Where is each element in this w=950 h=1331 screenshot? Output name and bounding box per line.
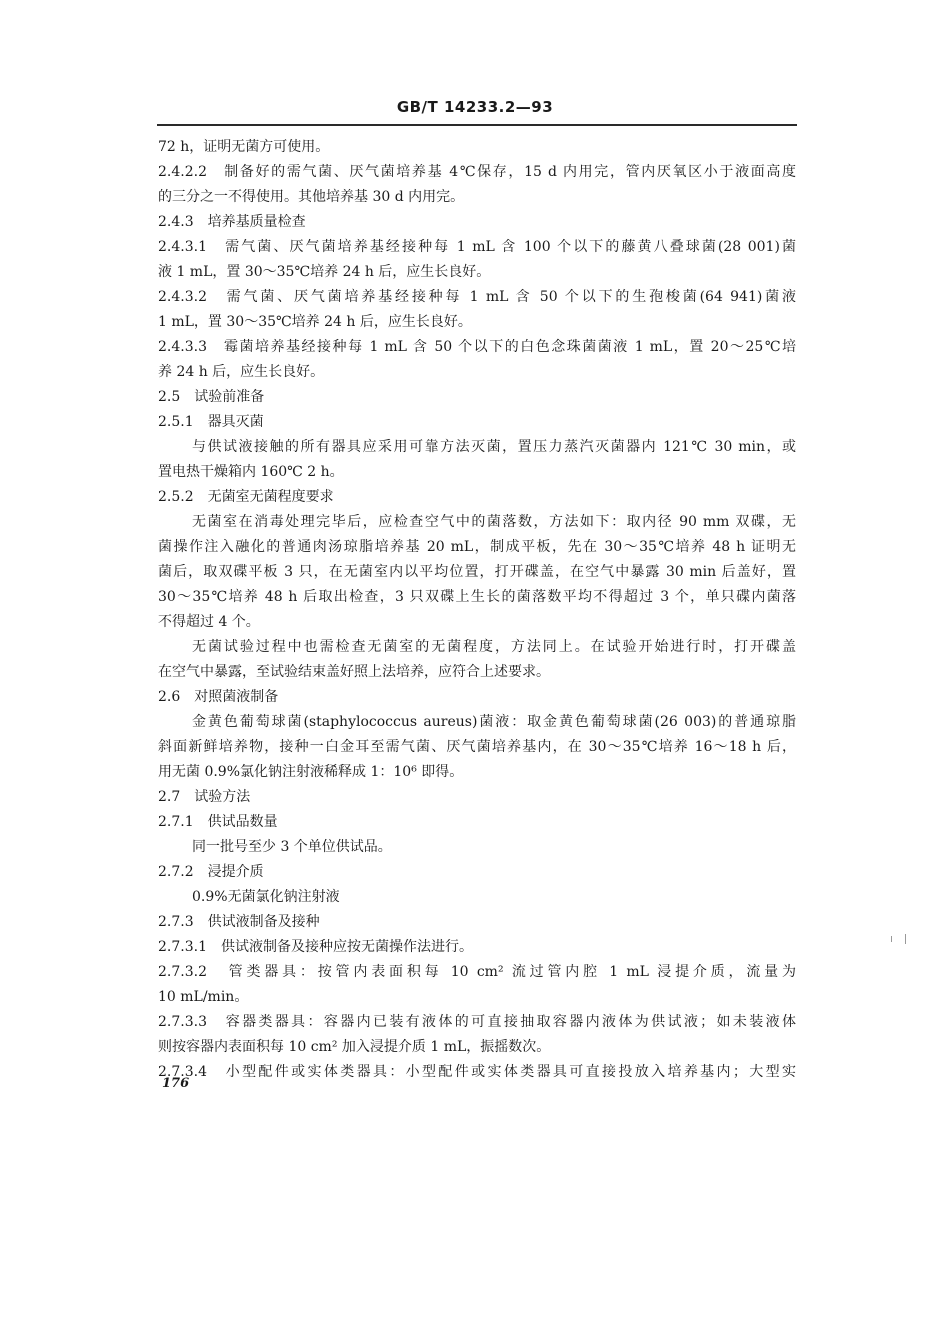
- text-line: 在空气中暴露，至试验结束盖好照上法培养，应符合上述要求。: [158, 664, 550, 680]
- text-line: 2.7.3.4 小型配件或实体类器具：小型配件或实体类器具可直接投放入培养基内；大型实: [158, 1064, 796, 1080]
- scan-artifact: [891, 936, 892, 942]
- section-heading: 2.7 试验方法: [158, 789, 251, 805]
- section-heading: 2.5 试验前准备: [158, 389, 265, 405]
- text-line: 用无菌 0.9%氯化钠注射液稀释成 1：10⁶ 即得。: [158, 764, 464, 780]
- text-line: 养 24 h 后，应生长良好。: [158, 364, 325, 380]
- text-line: 金黄色葡萄球菌(staphylococcus aureus)菌液：取金黄色葡萄球菌(26 003)的普通琼脂: [192, 714, 796, 730]
- section-heading: 2.7.2 浸提介质: [158, 864, 264, 880]
- text-line: 无菌室在消毒处理完毕后，应检查空气中的菌落数，方法如下：取内径 90 mm 双碟，无: [192, 514, 796, 530]
- text-line: 置电热干燥箱内 160℃ 2 h。: [158, 464, 344, 480]
- text-line: 液 1 mL，置 30～35℃培养 24 h 后，应生长良好。: [158, 264, 491, 280]
- section-heading: 2.5.1 器具灭菌: [158, 414, 264, 430]
- text-line: 与供试液接触的所有器具应采用可靠方法灭菌，置压力蒸汽灭菌器内 121℃ 30 min，或: [192, 439, 796, 455]
- text-line: 不得超过 4 个。: [158, 614, 260, 630]
- header-rule: [157, 124, 797, 126]
- text-line: 10 mL/min。: [158, 989, 249, 1005]
- text-line: 的三分之一不得使用。其他培养基 30 d 内用完。: [158, 189, 465, 205]
- text-line: 2.7.3.1 供试液制备及接种应按无菌操作法进行。: [158, 939, 473, 955]
- section-heading: 2.7.1 供试品数量: [158, 814, 278, 830]
- text-line: 2.4.3.3 霉菌培养基经接种每 1 mL 含 50 个以下的白色念珠菌菌液 1 mL，置 20～25℃培: [158, 339, 796, 355]
- text-line: 2.7.3.3 容器类器具：容器内已装有液体的可直接抽取容器内液体为供试液；如未装液体: [158, 1014, 796, 1030]
- text-line: 30～35℃培养 48 h 后取出检查，3 只双碟上生长的菌落数平均不得超过 3 个，单只碟内菌落: [158, 589, 796, 605]
- text-line: 2.4.3.1 需气菌、厌气菌培养基经接种每 1 mL 含 100 个以下的藤黄八叠球菌(28 001)菌: [158, 239, 796, 255]
- section-heading: 2.5.2 无菌室无菌程度要求: [158, 489, 334, 505]
- text-line: 2.4.3.2 需气菌、厌气菌培养基经接种每 1 mL 含 50 个以下的生孢梭菌(64 941)菌液: [158, 289, 796, 305]
- text-line: 菌后，取双碟平板 3 只，在无菌室内以平均位置，打开碟盖，在空气中暴露 30 min 后盖好，置: [158, 564, 796, 580]
- text-line: 斜面新鲜培养物，接种一白金耳至需气菌、厌气菌培养基内，在 30～35℃培养 16～18 h 后，: [158, 739, 796, 755]
- text-line: 同一批号至少 3 个单位供试品。: [192, 839, 392, 855]
- scan-artifact: [905, 934, 906, 944]
- section-heading: 2.4.3 培养基质量检查: [158, 214, 306, 230]
- text-line: 2.7.3.2 管类器具：按管内表面积每 10 cm² 流过管内腔 1 mL 浸提介质，流量为: [158, 964, 796, 980]
- text-line: 无菌试验过程中也需检查无菌室的无菌程度，方法同上。在试验开始进行时，打开碟盖: [192, 639, 796, 655]
- section-heading: 2.6 对照菌液制备: [158, 689, 279, 705]
- text-line: 0.9%无菌氯化钠注射液: [192, 889, 340, 905]
- text-line: 2.4.2.2 制备好的需气菌、厌气菌培养基 4℃保存，15 d 内用完，管内厌氧区小于液面高度: [158, 164, 796, 180]
- text-line: 则按容器内表面积每 10 cm² 加入浸提介质 1 mL，振摇数次。: [158, 1039, 551, 1055]
- page-number: 176: [162, 1076, 190, 1091]
- text-line: 72 h，证明无菌方可使用。: [158, 139, 330, 155]
- text-line: 菌操作注入融化的普通肉汤琼脂培养基 20 mL，制成平板，先在 30～35℃培养 48 h 证明无: [158, 539, 796, 555]
- text-line: 1 mL，置 30～35℃培养 24 h 后，应生长良好。: [158, 314, 472, 330]
- section-heading: 2.7.3 供试液制备及接种: [158, 914, 320, 930]
- page-header: GB/T 14233.2—93: [396, 98, 554, 116]
